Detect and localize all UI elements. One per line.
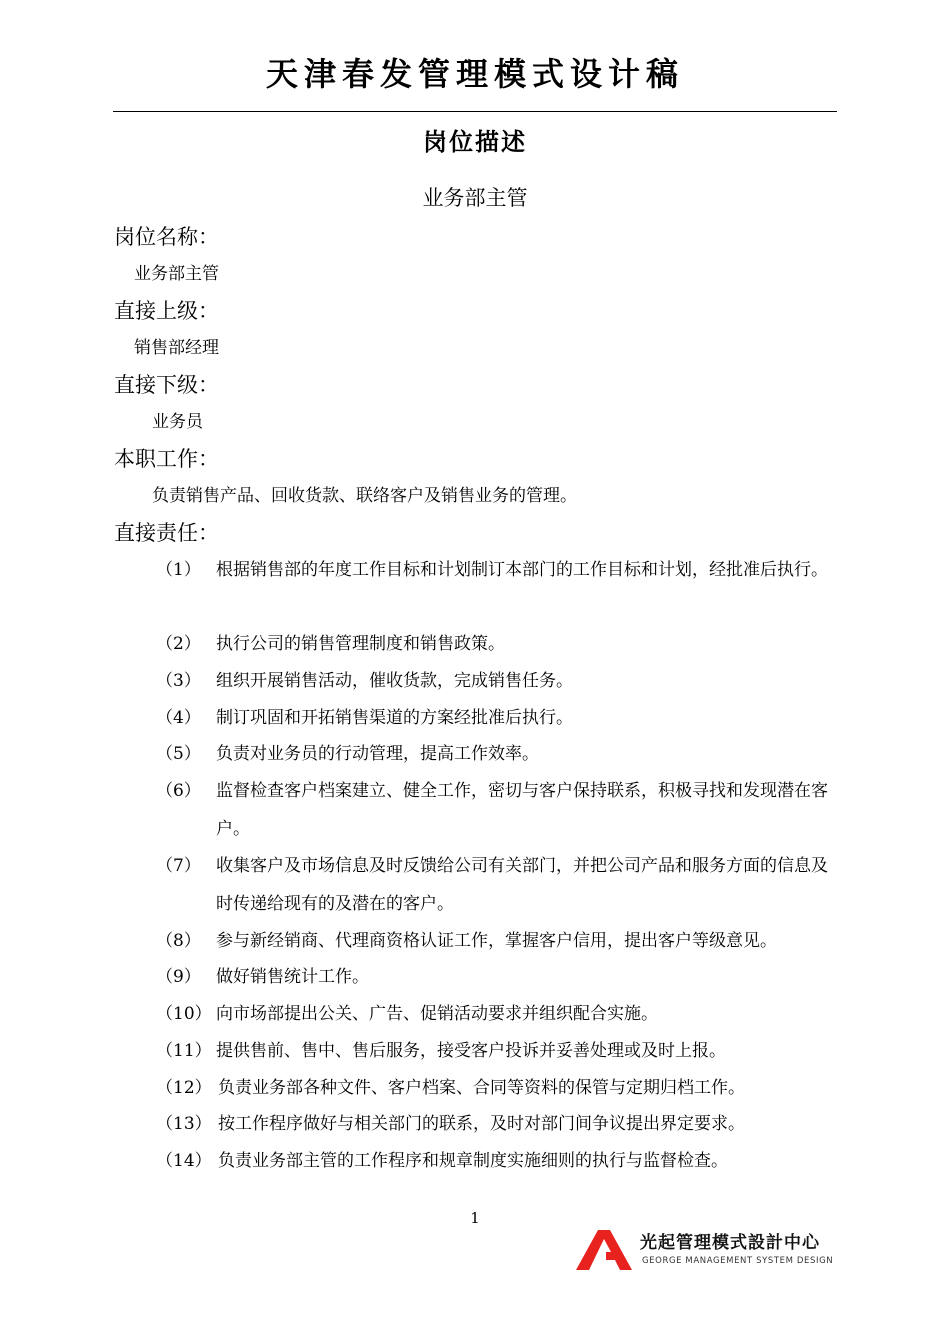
responsibility-number: （2） [156,634,201,654]
position-name-value: 业务部主管 [134,264,219,284]
responsibility-text: 组织开展销售活动，催收货款，完成销售任务。 [216,671,573,691]
logo-company-name: 光起管理模式設計中心 [640,1233,820,1253]
page-number: 1 [470,1209,480,1227]
responsibility-text: 根据销售部的年度工作目标和计划制订本部门的工作目标和计划，经批准后执行。 [216,560,828,580]
responsibility-text: 做好销售统计工作。 [216,967,369,987]
title-divider [113,111,837,112]
responsibility-text: 向市场部提出公关、广告、促销活动要求并组织配合实施。 [216,1004,658,1024]
logo-subtitle: GEORGE MANAGEMENT SYSTEM DESIGN [642,1256,834,1266]
position-title: 业务部主管 [422,186,528,210]
responsibility-text: 制订巩固和开拓销售渠道的方案经批准后执行。 [216,708,573,728]
responsibility-number: （8） [156,931,201,951]
responsibility-number: （12） [156,1078,212,1098]
responsibility-text: 负责业务部各种文件、客户档案、合同等资料的保管与定期归档工作。 [218,1078,745,1098]
responsibility-text: 监督检查客户档案建立、健全工作，密切与客户保持联系，积极寻找和发现潜在客户。 [216,781,828,839]
responsibility-number: （14） [156,1151,212,1171]
responsibility-number: （11） [156,1041,212,1061]
logo-a-icon [574,1228,634,1272]
company-logo [574,1226,844,1272]
responsibility-text: 按工作程序做好与相关部门的联系，及时对部门间争议提出界定要求。 [218,1114,745,1134]
job-duty-label: 本职工作： [114,447,219,471]
responsibility-number: （4） [156,708,201,728]
responsibility-number: （1） [156,560,201,580]
responsibility-number: （3） [156,671,201,691]
direct-responsibilities-label: 直接责任： [114,521,219,545]
responsibility-text: 参与新经销商、代理商资格认证工作，掌握客户信用，提出客户等级意见。 [216,931,777,951]
document-title: 天津春发管理模式设计稿 [265,55,684,93]
responsibility-number: （7） [156,856,201,876]
responsibility-text: 负责对业务员的行动管理，提高工作效率。 [216,744,539,764]
position-name-label: 岗位名称： [114,225,219,249]
responsibility-text: 收集客户及市场信息及时反馈给公司有关部门，并把公司产品和服务方面的信息及时传递给现有的及潜在的客户。 [216,856,828,914]
responsibility-text: 提供售前、售中、售后服务，接受客户投诉并妥善处理或及时上报。 [216,1041,726,1061]
direct-subordinate-label: 直接下级： [114,373,219,397]
responsibility-number: （13） [156,1114,212,1134]
responsibility-number: （6） [156,781,201,801]
responsibility-number: （9） [156,967,201,987]
direct-subordinate-value: 业务员 [152,412,203,432]
direct-superior-label: 直接上级： [114,299,219,323]
responsibility-number: （5） [156,744,201,764]
responsibility-text: 执行公司的销售管理制度和销售政策。 [216,634,505,654]
section-title: 岗位描述 [423,128,527,156]
responsibility-number: （10） [156,1004,212,1024]
direct-superior-value: 销售部经理 [134,338,219,358]
job-duty-value: 负责销售产品、回收货款、联络客户及销售业务的管理。 [152,486,577,506]
responsibility-text: 负责业务部主管的工作程序和规章制度实施细则的执行与监督检查。 [218,1151,728,1171]
